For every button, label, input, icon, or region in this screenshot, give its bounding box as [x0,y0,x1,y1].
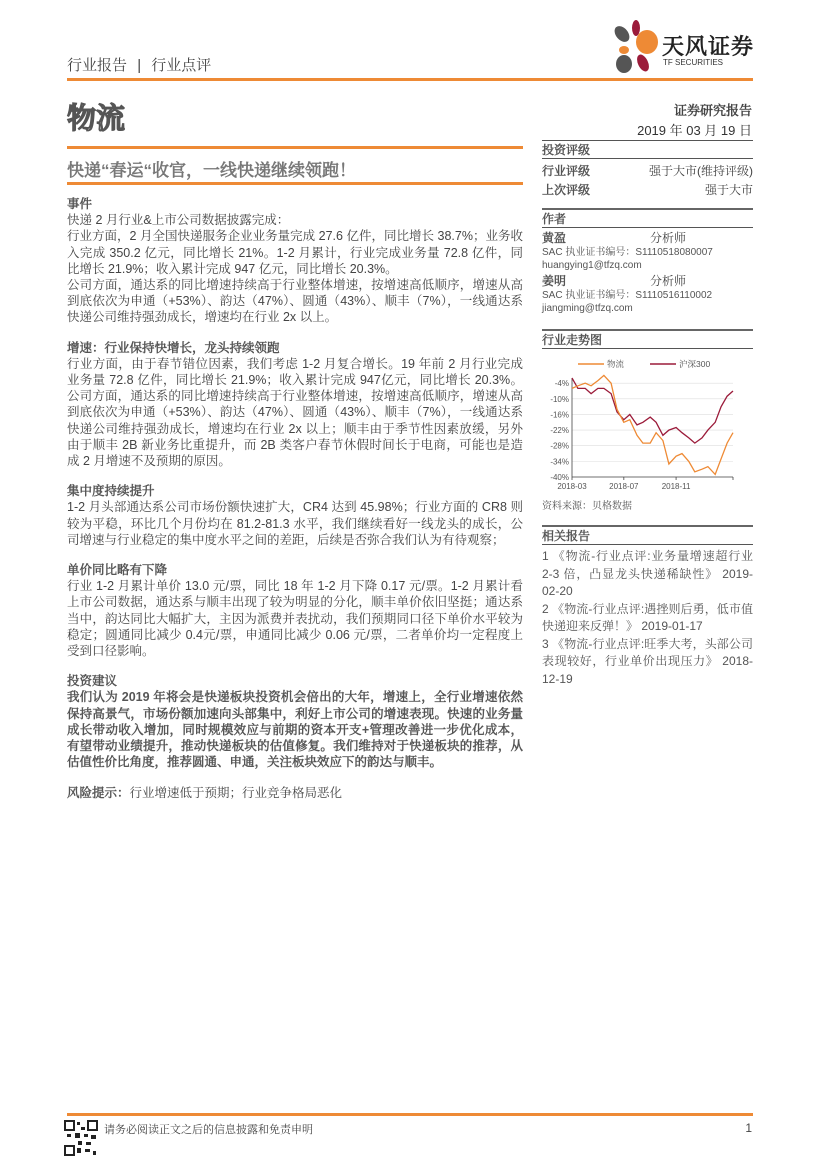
y-tick-label: -10% [550,394,569,404]
brand-name-en: TF SECURITIES [663,58,724,67]
related-report-item[interactable]: 2 《物流-行业点评:遇挫则后勇，低市值快递迎来反弹！》 2019-01-17 [542,601,753,633]
page-number: 1 [745,1121,752,1135]
authors-title: 作者 [542,211,753,228]
rating-row [542,162,753,181]
section-unit-price [67,562,523,659]
x-tick-label: 2018-03 [557,482,587,491]
paragraph: 快递 2 月行业&上市公司数据披露完成： [67,213,290,228]
related-report-item[interactable]: 1 《物流-行业点评:业务量增速超行业 2-3 倍，凸显龙头快递稀缺性》 2019-02-20 [542,549,753,598]
x-tick-label: 2018-11 [661,482,691,491]
paragraph: 我们认为 2019 年将会是快递板块投资机会倍出的大年，增速上，全行业增速依然保持高景气，市场份额加速向头部集中，利好上市公司的增速表现。快速的业务量成长带动收入增加，同时规模效应与前期的资本开支+管理改善进一步优化成本，有望带动业绩提升，推动快递板块的估值修复。我们维持对于快递板块的推荐，从估值性价比角度，推荐圆通、申通，关注板块效应下的韵达与顺丰。 [67,690,523,770]
author [542,274,753,315]
risk-label: 风险提示： [67,785,130,800]
x-tick-label: 2018-07 [609,482,639,491]
chart-source: 资料来源：贝格数据 [542,501,632,512]
footer-divider [67,1113,753,1116]
section-concentration [67,483,523,548]
sidebar [542,140,753,696]
section-heading: 增速：行业保持快增长，龙头持续领跑 [67,340,280,355]
doc-type: 证券研究报告 [673,103,752,118]
trend-title: 行业走势图 [542,332,753,349]
rating-value: 强于大市(维持评级) [649,164,753,178]
trend-chart [540,352,755,500]
author-sac: SAC 执业证书编号：S1110516110002 [542,290,713,301]
y-tick-label: -16% [550,410,569,420]
section-growth [67,340,523,470]
headline-top-divider [67,146,523,149]
rating-value: 强于大市 [704,183,753,197]
author-role: 分析师 [650,274,687,288]
rating-panel [542,140,753,200]
report-date: 2019 年 03 月 19 日 [637,123,752,138]
section-heading: 单价同比略有下降 [67,563,168,578]
y-tick-label: -22% [550,426,569,436]
author-name: 姜明 [542,274,567,288]
related-report-item[interactable]: 3 《物流-行业点评:旺季大考，头部公司表现较好，行业单价出现压力》 2018-12-19 [542,636,753,686]
authors-panel [542,208,753,315]
section-heading: 投资建议 [67,674,118,689]
headline-bottom-divider [67,182,523,185]
report-type: 行业报告 [67,57,128,74]
author-role: 分析师 [650,231,687,245]
legend-label: 物流 [607,359,625,369]
paragraph: 行业方面，由于春节错位因素，我们考虑 1-2 月复合增长。19 年前 2 月行业完成业务量 72.8 亿件，同比增长 21.9%；收入累计完成 947亿元，同比增长 20.3%。公司方面，通达系的同比增速持续高于行业整体增速，按增速高低顺序，增速从高到底依次为申通（+53%）、韵达（47%）、圆通（43%）、顺丰（7%），一线通达系快递公司维持强劲成长，增速均在行业 2x 以上；顺丰由于季节性因素放缓，另外由于顺丰 2B 新业务比重提升，而 2B 类客户春节休假时间长于电商，可能也是造成 2 月增速不及预期的原因。 [67,356,523,469]
paragraph: 行业方面，2 月全国快递服务企业业务量完成 27.6 亿件，同比增长 38.7%；业务收入完成 350.2 亿元，同比增长 21%。1-2 月累计，行业完成业务量 72.8 亿件，同比增长 21.9%；收入累计完成 947 亿元，同比增长 20.3%。 [67,229,523,276]
section-investment-advice [67,673,523,770]
section-event [67,196,523,326]
main-body [67,196,523,815]
rating-row [542,181,753,200]
sector-title: 物流 [67,103,126,135]
rating-label: 行业评级 [542,164,591,178]
brand-name: 天风证券 [662,34,755,59]
author [542,231,753,272]
headline: 快递“春运“收官，一线快递继续领跑！ [67,161,356,180]
author-sac: SAC 执业证书编号：S1110518080007 [542,247,713,258]
section-risk [67,785,523,801]
rating-title: 投资评级 [542,142,753,159]
report-subtype: 行业点评 [151,57,212,74]
paragraph: 1-2 月头部通达系公司市场份额快速扩大，CR4 达到 45.98%；行业方面的 CR8 则较为平稳，环比几个月份均在 81.2-81.3 水平，我们继续看好一线龙头的成长，公司增速与行业稳定的集中度水平之间的差距，后续是否弥合我们认为有待观察； [67,500,523,547]
author-email[interactable]: huangying1@tfzq.com [542,260,642,271]
section-heading: 事件 [67,197,93,211]
breadcrumb [67,54,211,75]
paragraph: 公司方面，通达系的同比增速持续高于行业整体增速，按增速高低顺序，增速从高到底依次为申通（+53%）、韵达（47%）、圆通（43%）、顺丰（7%），一线通达系快递公司维持强劲成长，增速均在行业 2x 以上。 [67,278,523,325]
y-tick-label: -40% [550,473,569,482]
risk-text: 行业增速低于预期；行业竞争格局恶化 [129,785,343,800]
section-heading: 集中度持续提升 [67,484,155,499]
author-name: 黄盈 [542,231,567,245]
header-divider [67,78,753,81]
author-email[interactable]: jiangming@tfzq.com [542,303,633,314]
disclaimer-link[interactable]: 请务必阅读正文之后的信息披露和免责申明 [104,1124,313,1136]
y-tick-label: -4% [554,379,569,389]
trend-panel [542,329,753,513]
series-line-hs300 [572,378,733,443]
rating-label: 上次评级 [542,183,591,197]
legend-label: 沪深300 [679,359,711,369]
breadcrumb-separator: | [137,57,142,74]
y-tick-label: -34% [550,457,569,467]
qr-code-icon [64,1120,98,1156]
related-title: 相关报告 [542,528,753,545]
related-reports [542,525,753,688]
paragraph: 行业 1-2 月累计单价 13.0 元/票，同比 18 年 1-2 月下降 0.17 元/票。1-2 月累计看上市公司数据，通达系与顺丰出现了较为明显的分化，顺丰单价依旧坚挺；通达系当中，韵达同比大幅扩大，主因为派费并表扰动，我们预期同口径下单价水平较为稳定；圆通同比减少 0.4元/票，申通同比减少 0.06 元/票，二者单价均一定程度上受到口径影响。 [67,579,523,659]
y-tick-label: -28% [550,441,569,451]
